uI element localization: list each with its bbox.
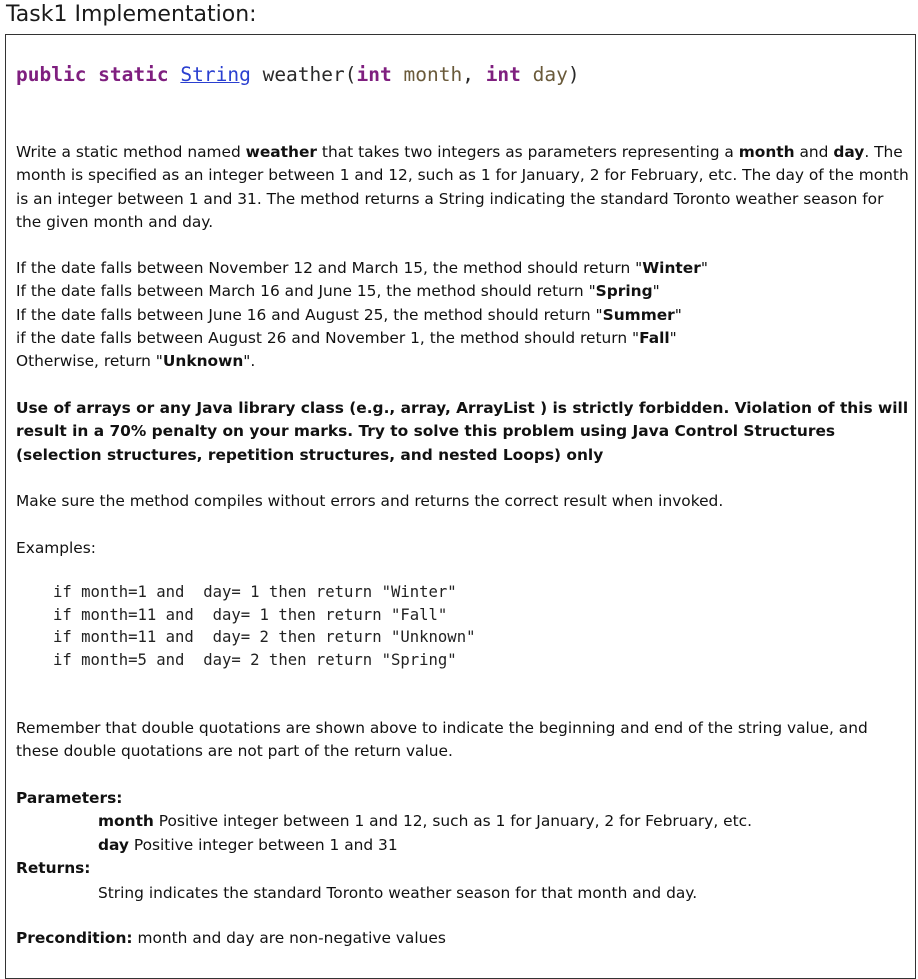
rule-line: If the date falls between November 12 and March 15, the method should return "Winter" xyxy=(16,259,708,277)
quote-note xyxy=(16,717,911,764)
precondition-label: Precondition: xyxy=(16,929,133,947)
intro-paragraph xyxy=(16,141,911,234)
param-day-line xyxy=(16,834,911,857)
compile-note xyxy=(16,490,911,513)
task-box xyxy=(5,34,916,979)
parameters-section xyxy=(16,787,911,905)
returns-label: Returns: xyxy=(16,858,91,877)
method-signature xyxy=(16,63,580,86)
rule-line: if the date falls between August 26 and November 1, the method should return "Fall" xyxy=(16,328,677,347)
modifiers-keyword: public static xyxy=(16,63,169,86)
rules-list xyxy=(16,257,911,373)
example-line: if month=11 and day= 2 then return "Unknown" xyxy=(53,628,476,646)
param-day-desc: Positive integer between 1 and 31 xyxy=(128,835,398,854)
param-month-desc: Positive integer between 1 and 12, such as 1 for January, 2 for February, etc. xyxy=(153,812,753,831)
example-line: if month=5 and day= 2 then return "Spring" xyxy=(53,650,457,669)
intro-text-4: . The month is specified as an integer between 1 and 12, such as 1 for January, 2 for February, etc. The day of the month is an integer between 1 and 31. The method returns a String indicating the standard Toronto weather season for the given month and day. xyxy=(16,143,909,231)
intro-month: month xyxy=(738,143,795,161)
examples-label xyxy=(16,537,911,560)
example-line: if month=1 and day= 1 then return "Winter" xyxy=(53,583,457,601)
param-separator: , xyxy=(462,63,474,86)
intro-text-1: Write a static method named xyxy=(16,143,246,161)
intro-method-name: weather xyxy=(245,143,318,161)
examples-code xyxy=(53,581,475,671)
rule-line: If the date falls between June 16 and August 25, the method should return "Summer" xyxy=(16,305,682,324)
intro-text-3: and xyxy=(794,143,834,161)
warning-paragraph xyxy=(16,397,911,467)
param-month-line xyxy=(16,810,911,833)
returns-desc: String indicates the standard Toronto weather season for that month and day. xyxy=(98,884,698,903)
example-line: if month=11 and day= 1 then return "Fall" xyxy=(53,605,448,624)
param1-type: int xyxy=(356,63,392,86)
param2-type: int xyxy=(485,63,521,86)
precondition-desc: month and day are non-negative values xyxy=(132,929,446,947)
quote-note-text: Remember that double quotations are shown above to indicate the beginning and end of the string value, and these double quotations are not part of the return value. xyxy=(16,719,868,761)
rule-line: If the date falls between March 16 and June 15, the method should return "Spring" xyxy=(16,282,660,301)
compile-note-text: Make sure the method compiles without errors and returns the correct result when invoked. xyxy=(16,492,724,510)
signature-close: ) xyxy=(567,63,580,86)
page-title: Task1 Implementation: xyxy=(6,2,257,27)
intro-text-2: that takes two integers as parameters representing a xyxy=(317,143,739,161)
precondition-section xyxy=(16,927,911,950)
param-month-name: month xyxy=(98,812,154,831)
intro-day: day xyxy=(833,143,865,161)
method-name: weather( xyxy=(262,63,357,86)
param1-name: month xyxy=(403,63,463,86)
warning-text: Use of arrays or any Java library class (e.g., array, ArrayList ) is strictly forbidden. Violation of this will result in a 70% penalty on your marks. Try to solve this problem using Java Control Structures (selection structures, repetition structures, and nested Loops) only xyxy=(16,399,909,464)
rule-line: Otherwise, return "Unknown". xyxy=(16,352,256,371)
param2-name: day xyxy=(532,63,568,86)
param-day-name: day xyxy=(98,835,129,854)
examples-label-text: Examples: xyxy=(16,539,96,557)
return-type-link[interactable]: String xyxy=(180,63,251,86)
parameters-label: Parameters: xyxy=(16,789,123,807)
